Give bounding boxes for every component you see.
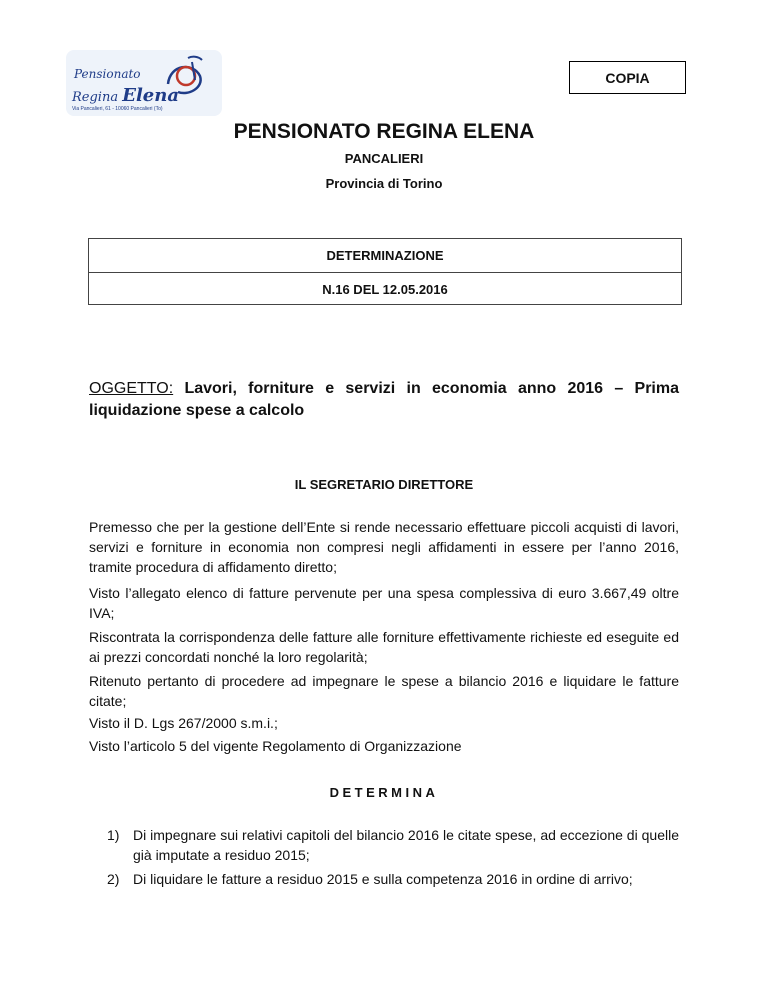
town-name: PANCALIERI [344, 151, 424, 166]
subject-text: Lavori, forniture e servizi in economia anno 2016 – Prima liquidazione spese a calcolo [89, 380, 679, 419]
premise-paragraph: Visto l’allegato elenco di fatture pervenute per una spesa complessiva di euro 3.667,49 oltre IVA; [89, 585, 679, 621]
decision-number: 1) [107, 827, 120, 843]
decision-text: Di impegnare sui relativi capitoli del bilancio 2016 le citate spese, ad eccezione di quelle già imputate a residuo 2015; [133, 827, 679, 863]
determina-heading: DETERMINA [329, 785, 439, 800]
logo-text-line1: Pensionato [74, 67, 141, 81]
premise-paragraph: Visto il D. Lgs 267/2000 s.m.i.; [89, 715, 278, 731]
page-title: PENSIONATO REGINA ELENA [233, 120, 535, 143]
subject-block [89, 378, 679, 422]
premise-paragraph: Ritenuto pertanto di procedere ad impegnare le spese a bilancio 2016 e liquidare le fatture citate; [89, 673, 679, 709]
determination-type: DETERMINAZIONE [89, 239, 681, 273]
author-heading: IL SEGRETARIO DIRETTORE [294, 477, 474, 492]
decision-item [107, 825, 679, 865]
logo-text-elena: Elena [122, 85, 179, 106]
province-name: Provincia di Torino [325, 176, 443, 191]
copia-label: COPIA [569, 61, 686, 94]
determination-box [88, 238, 682, 305]
premise-paragraph: Riscontrata la corrispondenza delle fatture alle forniture effettivamente richieste ed eseguite ed ai prezzi concordati nonché la loro regolarità; [89, 629, 679, 665]
determination-number: N.16 DEL 12.05.2016 [322, 282, 448, 297]
subject-label: OGGETTO: [89, 380, 174, 397]
logo-address: Via Pancalieri, 61 - 10060 Pancalieri (To) [72, 106, 163, 112]
decision-number: 2) [107, 871, 120, 887]
decision-text: Di liquidare le fatture a residuo 2015 e sulla competenza 2016 in ordine di arrivo; [133, 871, 633, 887]
organization-logo [66, 50, 222, 116]
premise-paragraph: Premesso che per la gestione dell’Ente si rende necessario effettuare piccoli acquisti di lavori, servizi e forniture in economia non compresi negli affidamenti in essere per l’anno 2016, tramite procedura di affidamento diretto; [89, 519, 679, 575]
logo-text-line2 [72, 85, 179, 106]
logo-text-regina: Regina [72, 90, 123, 105]
decision-item [107, 869, 679, 889]
premise-paragraph: Visto l’articolo 5 del vigente Regolamento di Organizzazione [89, 738, 462, 754]
